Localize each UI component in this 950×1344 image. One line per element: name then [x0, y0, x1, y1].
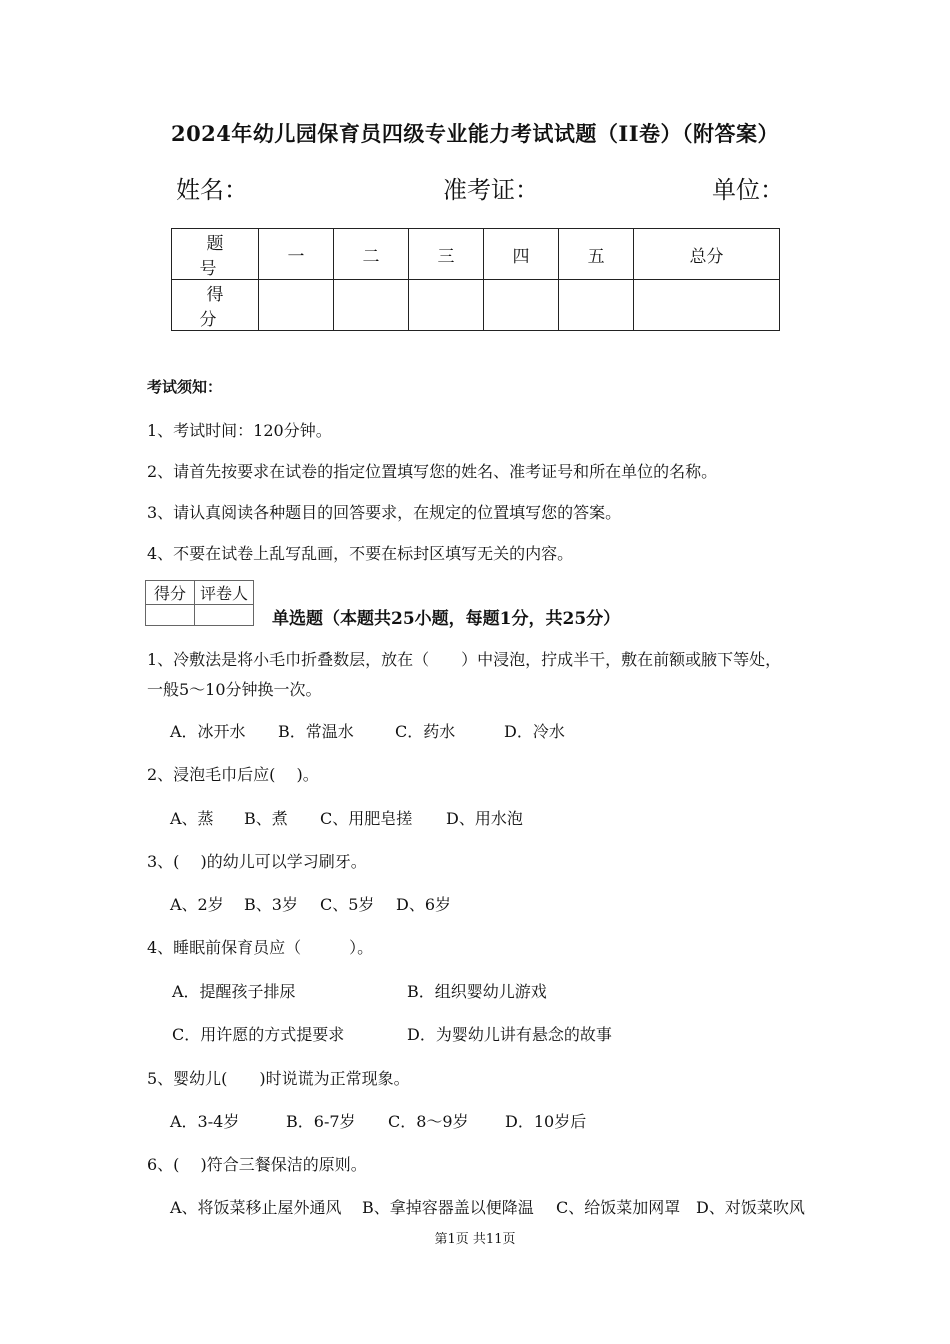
question-text: 1、冷敷法是将小毛巾折叠数层，放在（ ）中浸泡，拧成半干，敷在前额或腋下等处，	[147, 650, 782, 669]
answer-option[interactable]: D．10岁后	[505, 1112, 587, 1131]
unit-label: 单位：	[712, 176, 784, 204]
answer-option[interactable]: A．3-4岁	[170, 1112, 240, 1131]
grader-score-label: 得分	[146, 581, 195, 605]
answer-option[interactable]: A．冰开水	[170, 722, 246, 741]
notice-item: 4、不要在试卷上乱写乱画，不要在标封区填写无关的内容。	[147, 544, 574, 563]
score-entry-cell[interactable]	[559, 280, 634, 331]
score-cell-header: 三	[409, 229, 484, 280]
grader-name-label: 评卷人	[195, 581, 254, 605]
score-cell-header: 五	[559, 229, 634, 280]
score-row-label: 得 分	[172, 280, 259, 331]
score-entry-cell[interactable]	[484, 280, 559, 331]
grader-box	[145, 580, 254, 626]
score-entry-cell[interactable]	[409, 280, 484, 331]
answer-option[interactable]: C、5岁	[320, 895, 375, 914]
score-cell-header: 一	[259, 229, 334, 280]
answer-option[interactable]: C、用肥皂搓	[320, 809, 413, 828]
page-number: 第1页 共11页	[434, 1232, 516, 1247]
notice-heading: 考试须知：	[147, 378, 223, 396]
score-table-header-row	[172, 229, 780, 280]
question-text: 一般5～10分钟换一次。	[147, 680, 322, 699]
score-cell-header: 总分	[634, 229, 780, 280]
score-cell-label: 题 号	[172, 229, 259, 280]
answer-option[interactable]: A、蒸	[170, 809, 214, 828]
notice-item: 2、请首先按要求在试卷的指定位置填写您的姓名、准考证号和所在单位的名称。	[147, 462, 718, 481]
answer-option[interactable]: D、用水泡	[446, 809, 523, 828]
answer-option[interactable]: B．常温水	[278, 722, 354, 741]
answer-option[interactable]: B．6-7岁	[286, 1112, 356, 1131]
answer-option[interactable]: C．用许愿的方式提要求	[172, 1025, 345, 1044]
answer-option[interactable]: B、拿掉容器盖以便降温	[362, 1198, 534, 1217]
score-entry-cell[interactable]	[259, 280, 334, 331]
question-text: 6、( )符合三餐保洁的原则。	[147, 1155, 367, 1174]
score-cell-header: 四	[484, 229, 559, 280]
score-entry-cell[interactable]	[334, 280, 409, 331]
score-table-score-row	[172, 280, 780, 331]
section-title: 单选题（本题共25小题，每题1分，共25分）	[272, 609, 621, 629]
answer-option[interactable]: D．冷水	[504, 722, 565, 741]
answer-option[interactable]: B．组织婴幼儿游戏	[407, 982, 547, 1001]
question-text: 2、浸泡毛巾后应( )。	[147, 765, 319, 784]
answer-option[interactable]: D、对饭菜吹风	[696, 1198, 805, 1217]
page-title: 2024年幼儿园保育员四级专业能力考试试题（II卷）（附答案）	[170, 121, 780, 146]
notice-item: 3、请认真阅读各种题目的回答要求，在规定的位置填写您的答案。	[147, 503, 622, 522]
question-text: 3、( )的幼儿可以学习刷牙。	[147, 852, 367, 871]
name-label: 姓名：	[176, 176, 248, 204]
question-text: 5、婴幼儿( )时说谎为正常现象。	[147, 1069, 410, 1088]
answer-option[interactable]: B、3岁	[244, 895, 298, 914]
notice-item: 1、考试时间：120分钟。	[147, 421, 332, 440]
answer-option[interactable]: D．为婴幼儿讲有悬念的故事	[407, 1025, 612, 1044]
answer-option[interactable]: A、2岁	[170, 895, 224, 914]
answer-option[interactable]: C．药水	[395, 722, 456, 741]
exam-id-label: 准考证：	[443, 176, 539, 204]
answer-option[interactable]: C．8～9岁	[388, 1112, 469, 1131]
answer-option[interactable]: A．提醒孩子排尿	[172, 982, 296, 1001]
answer-option[interactable]: B、煮	[244, 809, 288, 828]
score-cell-header: 二	[334, 229, 409, 280]
answer-option[interactable]: D、6岁	[396, 895, 452, 914]
grader-score-cell[interactable]	[146, 605, 195, 626]
score-table	[171, 228, 780, 331]
question-text: 4、睡眠前保育员应（ ）。	[147, 938, 374, 957]
grader-name-cell[interactable]	[195, 605, 254, 626]
score-entry-cell[interactable]	[634, 280, 780, 331]
answer-option[interactable]: A、将饭菜移止屋外通风	[170, 1198, 342, 1217]
answer-option[interactable]: C、给饭菜加网罩	[556, 1198, 681, 1217]
